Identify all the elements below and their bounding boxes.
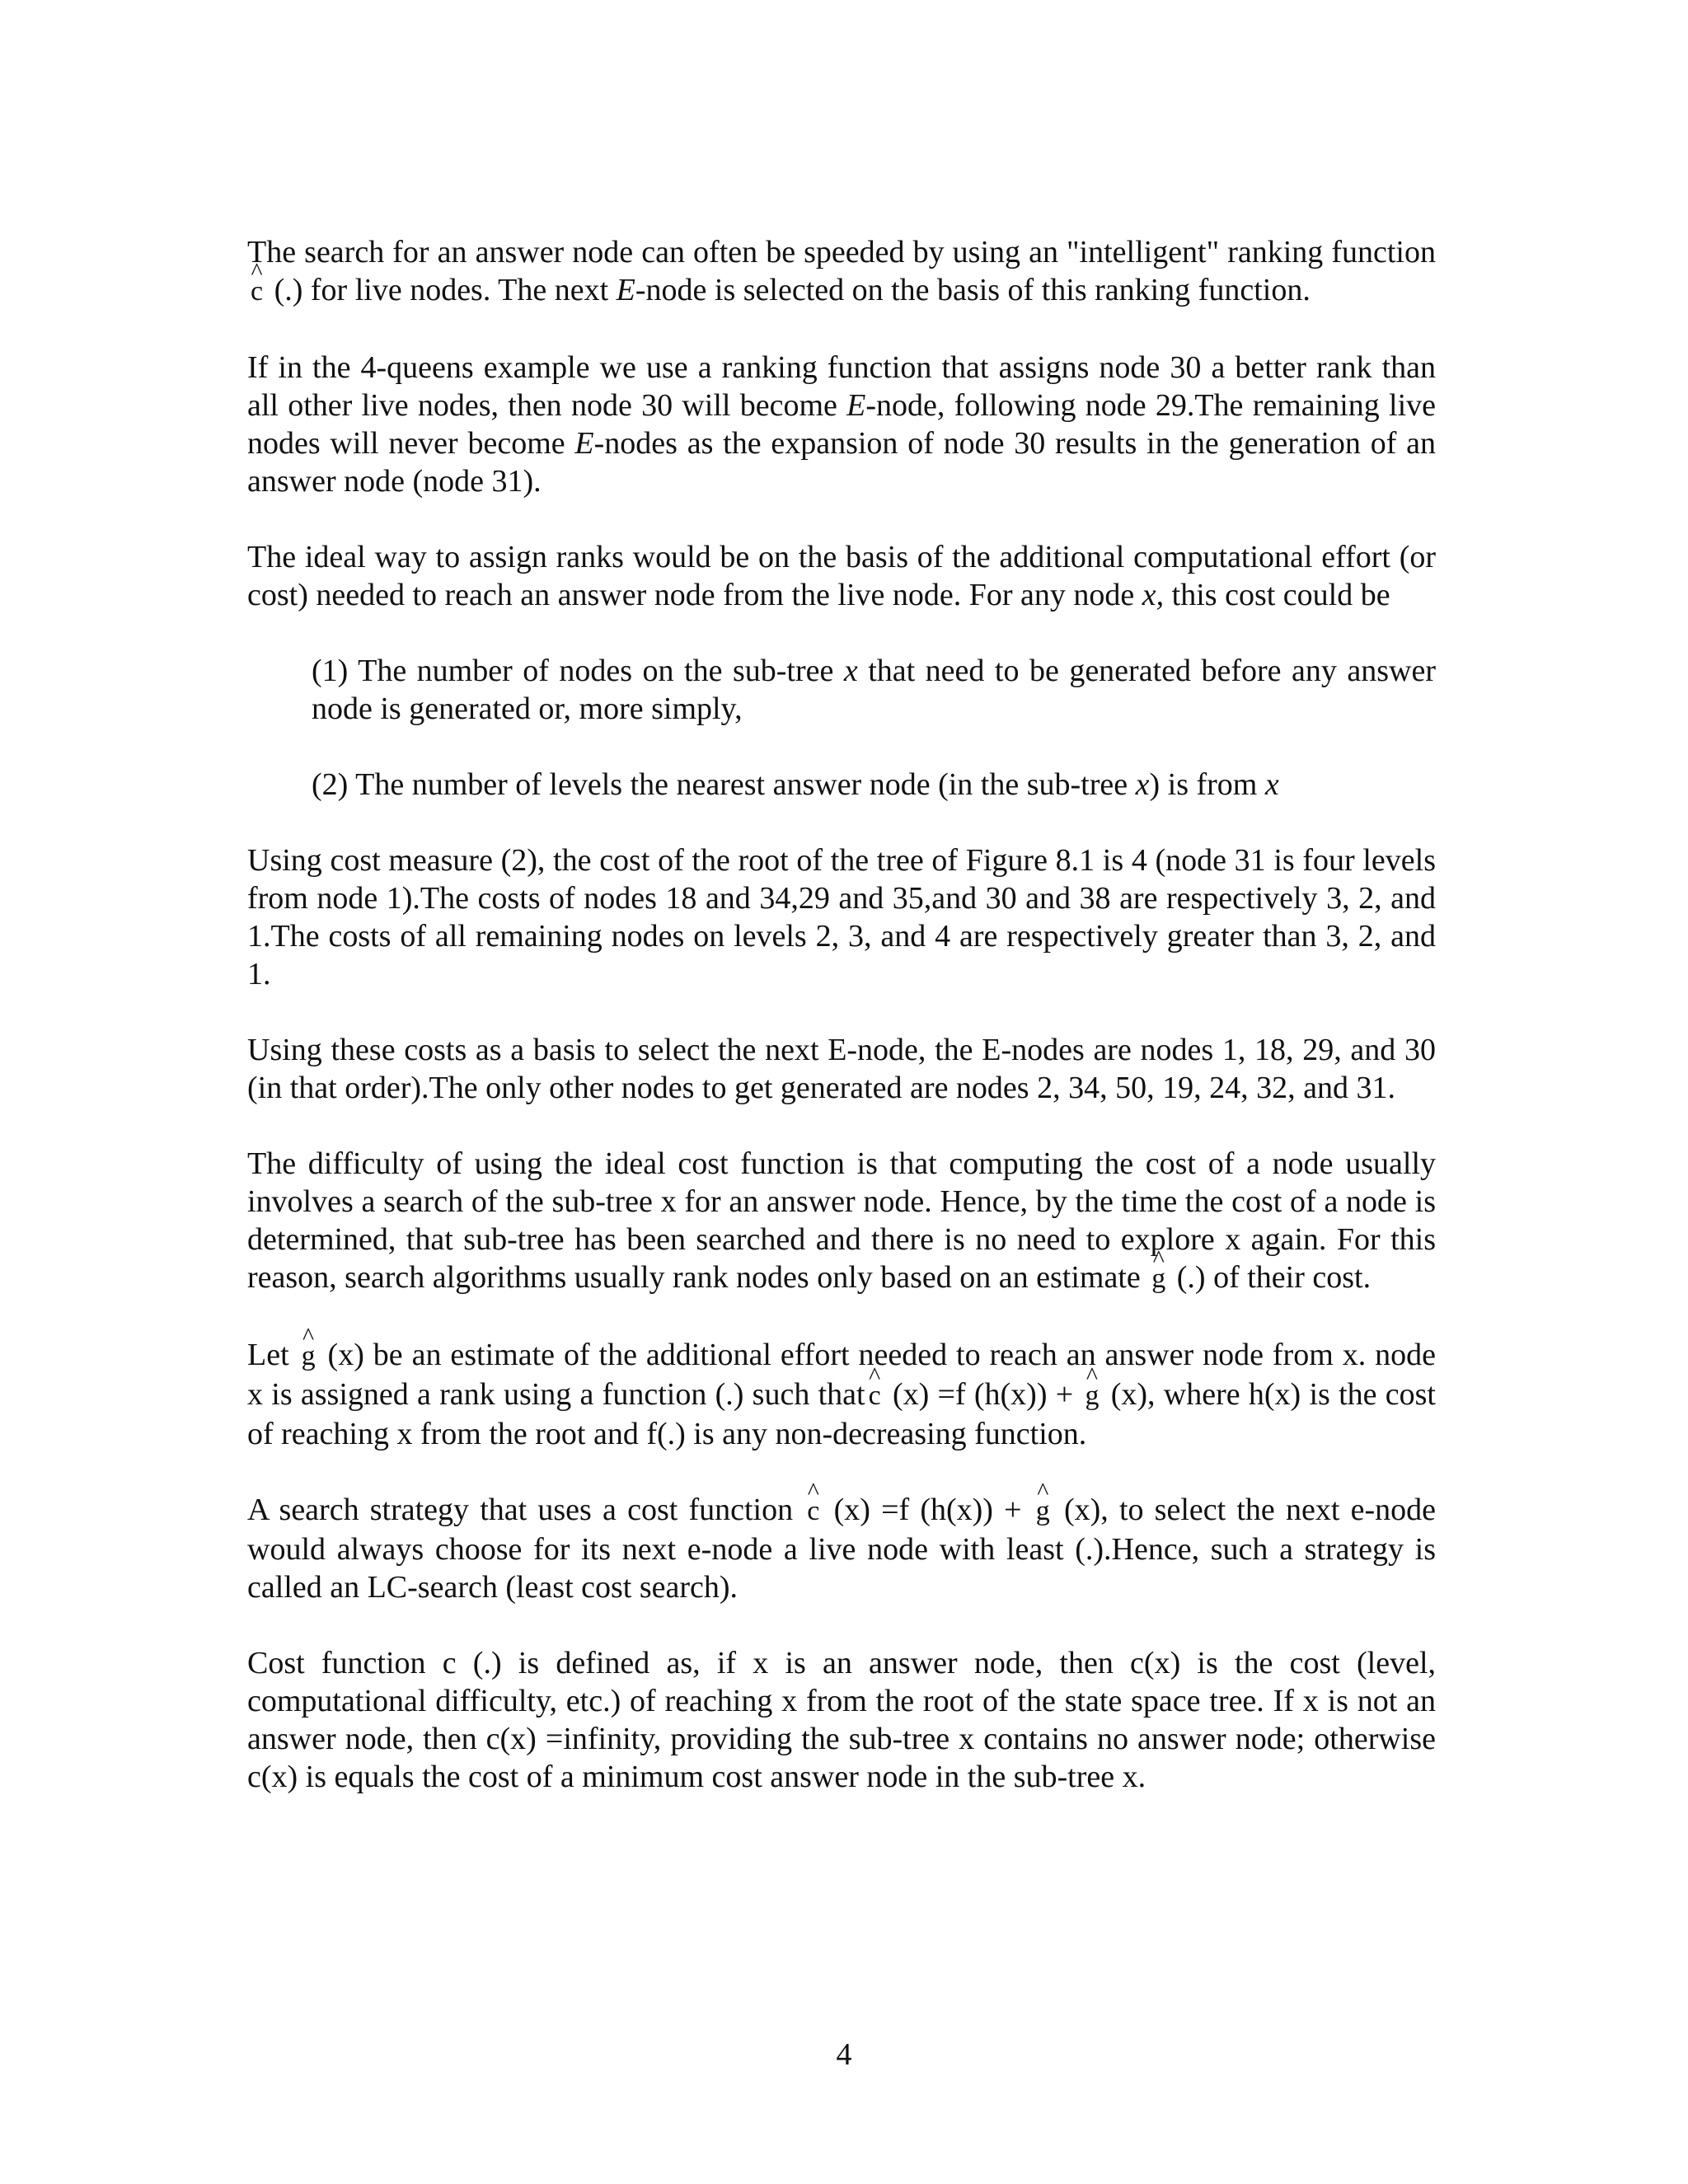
g-hat-symbol: ^ g xyxy=(298,1338,319,1376)
paragraph-4-queens-example: If in the 4-queens example we use a ranking function that assigns node 30 a better rank than all other live nodes, then node 30 will become E-node, following node 29.The remaining live nodes will never become E-nodes as the expansion of node 30 results in the generation of an answer node (node 31). xyxy=(247,350,1437,499)
paragraph-ranking-function: The search for an answer node can often be speeded by using an "intelligent" ranking function ^ c (.) for live nodes. The next E-node is selected on the basis of this ranking function. xyxy=(247,233,1436,311)
paragraph-lc-search: A search strategy that uses a cost function ^ c (x) =f (h(x)) + ^ g (x), to select the next e-node would always choose for its next e-node a live node with least (.).Hence, such a strategy is called an LC-search (least cost search). xyxy=(247,1491,1436,1606)
g-hat-symbol: ^ g xyxy=(1081,1377,1102,1415)
c-hat-symbol: ^ c xyxy=(247,273,266,311)
paragraph-ideal-ranks: The ideal way to assign ranks would be on the basis of the additional computational effort (or cost) needed to reach an answer node from the live node. For any node x, this cost could be xyxy=(247,540,1436,612)
c-hat-symbol: ^ c xyxy=(804,1493,823,1530)
paragraph-cost-function-definition: Cost function c (.) is defined as, if x is an answer node, then c(x) is the cost (level, computational difficulty, etc.) of reaching x from the root of the state space tree. If x is not an answer node, then c(x) =infinity, providing the sub-tree x contains no answer node; otherwise c(x) is equals the cost of a minimum cost answer node in the sub-tree x. xyxy=(247,1646,1436,1794)
page-number: 4 xyxy=(836,2037,852,2072)
paragraph-difficulty: The difficulty of using the ideal cost function is that computing the cost of a node usually involves a search of the sub-tree x for an answer node. Hence, by the time the cost of a node is determined, that sub-tree has been searched and there is no need to explore x again. For this reason, search algorithms usually rank nodes only based on an estimate ^ g (.) of their cost. xyxy=(247,1145,1436,1298)
g-hat-symbol: ^ g xyxy=(1148,1260,1169,1298)
paragraph-estimate: Let ^ g (x) be an estimate of the additional effort needed to reach an answer node from x. node x is assigned a rank using a function (.) such that^ c (x) =f (h(x)) + ^ g (x), where h(x) is the cost of reaching x from the root and f(.) is any non-decreasing function. xyxy=(247,1336,1436,1453)
list-item-2: (2) The number of levels the nearest answer node (in the sub-tree x) is from x xyxy=(312,767,1279,802)
g-hat-symbol: ^ g xyxy=(1033,1493,1053,1530)
paragraph-cost-measure: Using cost measure (2), the cost of the root of the tree of Figure 8.1 is 4 (node 31 is four levels from node 1).The costs of nodes 18 and 34,29 and 35,and 30 and 38 are respectively 3, 2, and 1.The costs of all remaining nodes on levels 2, 3, and 4 are respectively greater than 3, 2, and 1. xyxy=(247,843,1436,991)
list-item-1: (1) The number of nodes on the sub-tree x that need to be generated before any answer node is generated or, more simply, xyxy=(312,654,1436,726)
paragraph-e-nodes-order: Using these costs as a basis to select the next E-node, the E-nodes are nodes 1, 18, 29, and 30 (in that order).The only other nodes to get generated are nodes 2, 34, 50, 19, 24, 32, and 31. xyxy=(247,1033,1436,1105)
page-body xyxy=(247,233,1436,1834)
c-hat-symbol: ^ c xyxy=(865,1377,884,1415)
